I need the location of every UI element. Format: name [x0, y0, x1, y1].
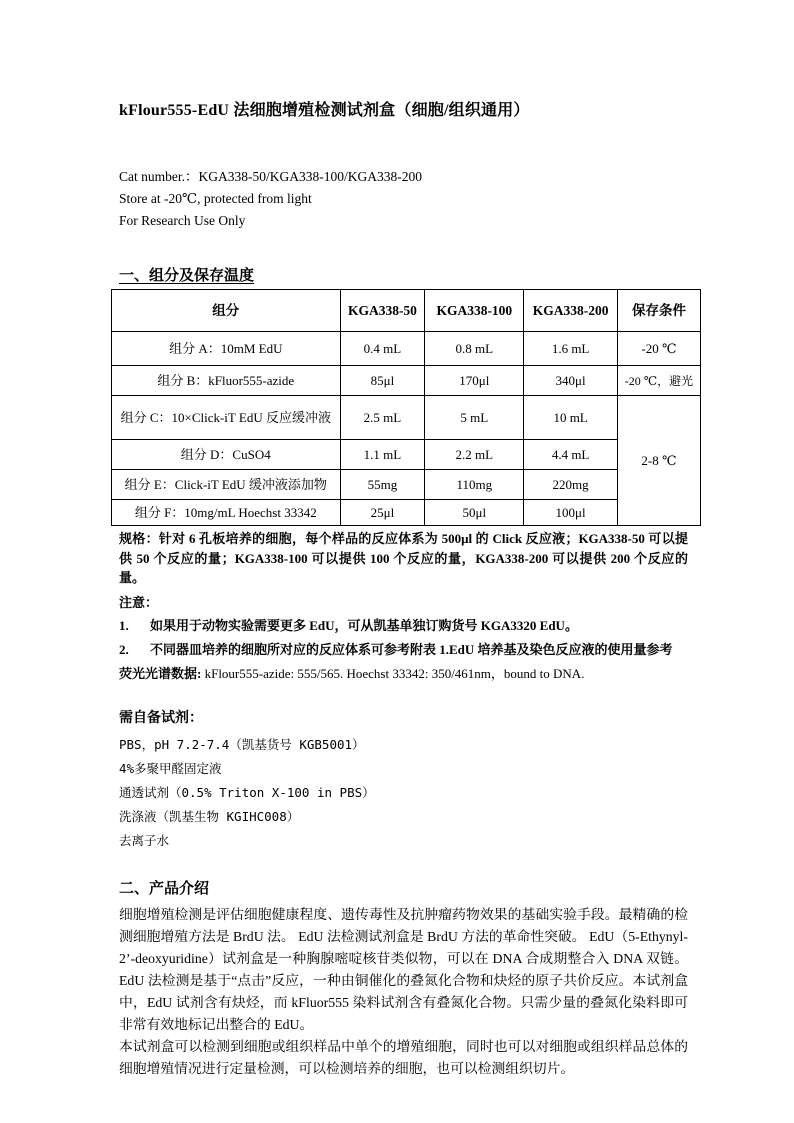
table-row-component-f	[112, 500, 701, 526]
storage-cell: -20 ℃	[617, 332, 700, 366]
component-name-cell: 组分 F：10mg/mL Hoechst 33342	[112, 500, 341, 526]
spectra-label: 荧光光谱数据:	[119, 665, 202, 681]
notice-item-2	[119, 638, 688, 662]
product-intro-section	[119, 877, 688, 1080]
self-prepare-item-wash: 洗涤液（凯基生物 KGIHC008）	[119, 808, 300, 824]
intro-paragraph-1: 细胞增殖检测是评估细胞健康程度、遗传毒性及抗肿瘤药物效果的基础实验手段。最精确的检测细胞增殖方法是 BrdU 法。 EdU 法检测试剂盒是 BrdU 方法的革命性突破。 EdU（5-Ethynyl-2’-deoxyuridine）试剂盒是一种胸腺嘧啶核苷类似物，可以在 DNA 合成期整合入 DNA 双链。EdU 法检测是基于“点击”反应，一种由铜催化的叠氮化合物和炔烃的原子共价反应。本试剂盒中，EdU 试剂含有炔烃，而 kFluor555 染料试剂含有叠氮化合物。只需少量的叠氮化染料即可非常有效地标记出整合的 EdU。	[119, 906, 688, 1032]
quantity-cell: 220mg	[524, 470, 618, 500]
notice-item-1	[119, 614, 688, 638]
notice-item-number: 2.	[119, 641, 129, 657]
table-row-component-d	[112, 440, 701, 470]
storage-cell: -20 ℃，避光	[617, 366, 700, 396]
section-heading-product-intro: 二、产品介绍	[119, 880, 210, 897]
quantity-cell: 1.1 mL	[340, 440, 425, 470]
header-cell-storage: 保存条件	[617, 290, 700, 332]
quantity-cell: 0.8 mL	[425, 332, 524, 366]
self-prepare-item-pfa: 4%多聚甲醛固定液	[119, 760, 222, 776]
table-row-component-c	[112, 396, 701, 440]
storage-cell-merged: 2-8 ℃	[617, 396, 700, 526]
table-row-component-e	[112, 470, 701, 500]
table-header-row	[112, 290, 701, 332]
notice-item-text: 不同器皿培养的细胞所对应的反应体系可参考附表 1.EdU 培养基及染色反应液的使用量参考	[150, 641, 673, 657]
component-name-cell: 组分 A：10mM EdU	[112, 332, 341, 366]
quantity-cell: 4.4 mL	[524, 440, 618, 470]
components-table	[111, 289, 701, 526]
self-prepare-item-triton: 通透试剂（0.5% Triton X-100 in PBS）	[119, 784, 375, 800]
self-prepare-item-pbs: PBS，pH 7.2-7.4（凯基货号 KGB5001）	[119, 736, 365, 752]
quantity-cell: 10 mL	[524, 396, 618, 440]
spectra-line	[119, 662, 688, 685]
quantity-cell: 2.2 mL	[425, 440, 524, 470]
component-name-cell: 组分 B：kFluor555-azide	[112, 366, 341, 396]
header-cell-kga338-100: KGA338-100	[425, 290, 524, 332]
table-row-component-b	[112, 366, 701, 396]
header-cell-component: 组分	[112, 290, 341, 332]
quantity-cell: 85μl	[340, 366, 425, 396]
quantity-cell: 0.4 mL	[340, 332, 425, 366]
page-title: kFlour555-EdU 法细胞增殖检测试剂盒（细胞/组织通用）	[119, 102, 530, 119]
quantity-cell: 1.6 mL	[524, 332, 618, 366]
spectra-text: kFlour555-azide: 555/565. Hoechst 33342: 350/461nm，bound to DNA.	[201, 665, 585, 681]
quantity-cell: 170μl	[425, 366, 524, 396]
section-heading-components-text: 一、组分及保存温度	[119, 268, 255, 284]
intro-paragraph-2: 本试剂盒可以检测到细胞或组织样品中单个的增殖细胞，同时也可以对细胞或组织样品总体的细胞增殖情况进行定量检测，可以检测培养的细胞，也可以检测组织切片。	[119, 1038, 688, 1076]
quantity-cell: 55mg	[340, 470, 425, 500]
storage-condition-line: Store at -20℃, protected from light	[119, 191, 312, 206]
header-cell-kga338-50: KGA338-50	[340, 290, 425, 332]
component-name-cell: 组分 E：Click-iT EdU 缓冲液添加物	[112, 470, 341, 500]
meta-block	[119, 166, 688, 232]
component-name-cell: 组分 D：CuSO4	[112, 440, 341, 470]
quantity-cell: 5 mL	[425, 396, 524, 440]
component-name-cell: 组分 C：10×Click-iT EdU 反应缓冲液	[112, 396, 341, 440]
notice-item-number: 1.	[119, 617, 129, 633]
quantity-cell: 100μl	[524, 500, 618, 526]
quantity-cell: 340μl	[524, 366, 618, 396]
self-prepare-item-water: 去离子水	[119, 832, 170, 848]
header-cell-kga338-200: KGA338-200	[524, 290, 618, 332]
quantity-cell: 50μl	[425, 500, 524, 526]
self-prepare-heading: 需自备试剂：	[119, 710, 203, 726]
notice-item-text: 如果用于动物实验需要更多 EdU，可从凯基单独订购货号 KGA3320 EdU。	[150, 617, 578, 633]
self-prepare-block	[119, 707, 688, 853]
research-use-line: For Research Use Only	[119, 213, 246, 228]
quantity-cell: 2.5 mL	[340, 396, 425, 440]
catalog-number-line: Cat number.：KGA338-50/KGA338-100/KGA338-200	[119, 169, 422, 184]
quantity-cell: 25μl	[340, 500, 425, 526]
quantity-cell: 110mg	[425, 470, 524, 500]
notice-heading: 注意：	[119, 594, 159, 610]
spec-paragraph: 规格：针对 6 孔板培养的细胞，每个样品的反应体系为 500μl 的 Click 反应液；KGA338-50 可以提供 50 个反应的量；KGA338-100 可以提供 100 个反应的量，KGA338-200 可以提供 200 个反应的量。	[119, 531, 688, 585]
section-heading-components	[119, 264, 688, 285]
table-row-component-a	[112, 332, 701, 366]
